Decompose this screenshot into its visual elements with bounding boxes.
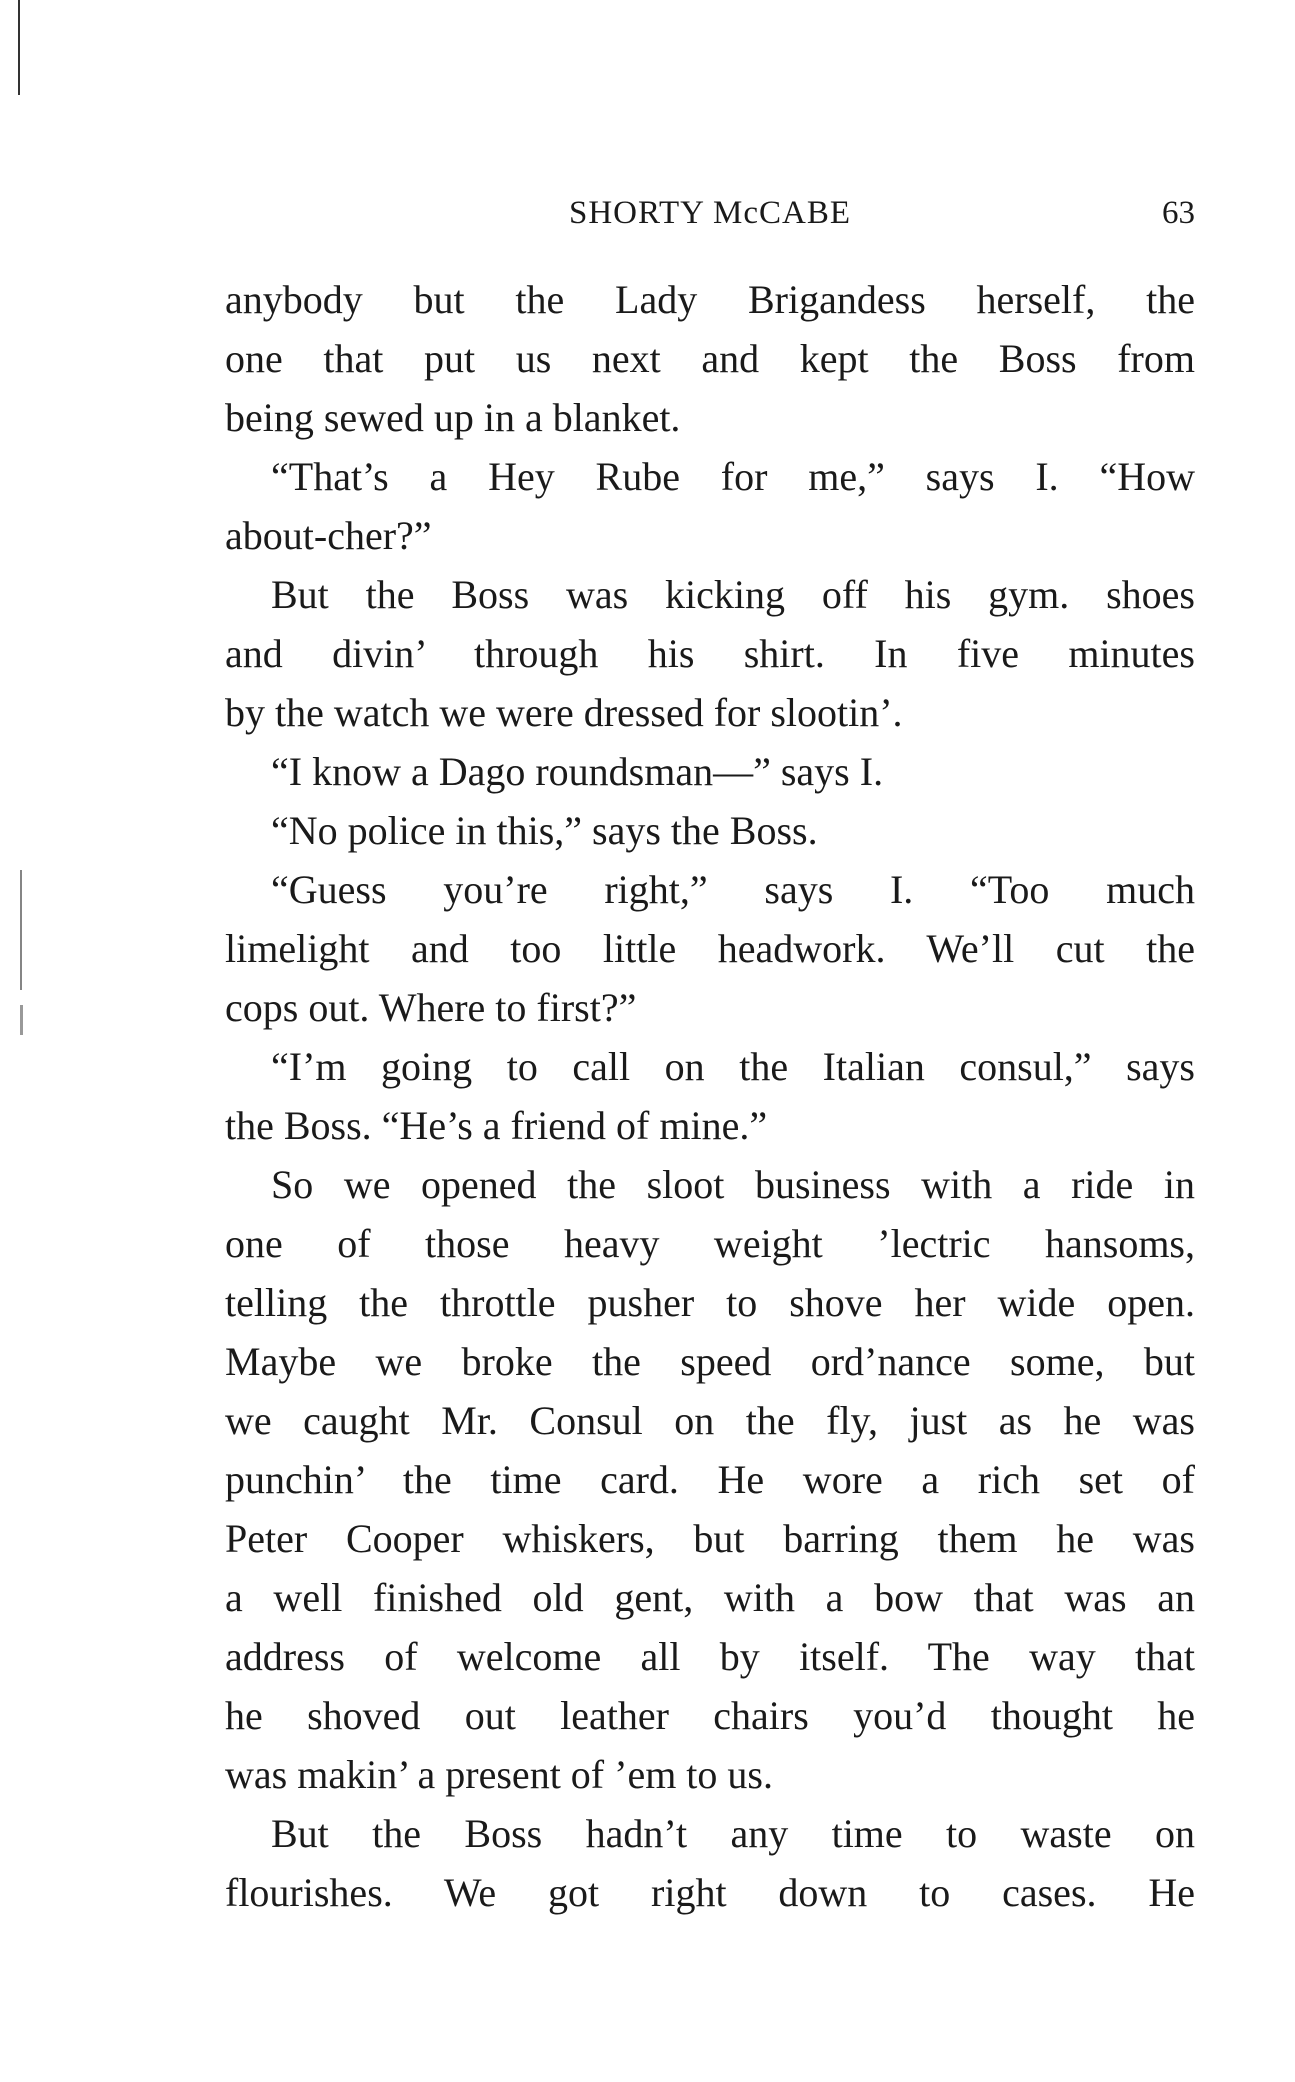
- text-line: limelight and too little headwork. We’ll cut the: [225, 926, 1195, 971]
- running-head: [225, 188, 1195, 238]
- scan-mark: [20, 870, 22, 990]
- text-line: So we opened the sloot business with a ride in: [271, 1162, 1195, 1207]
- text-line: But the Boss hadn’t any time to waste on: [271, 1811, 1195, 1856]
- text-line: about-cher?”: [225, 513, 432, 558]
- text-line: “I know a Dago roundsman—” says I.: [271, 749, 884, 794]
- text-line: a well finished old gent, with a bow that was an: [225, 1575, 1195, 1620]
- text-line: one of those heavy weight ’lectric hansoms,: [225, 1221, 1195, 1266]
- text-line: “No police in this,” says the Boss.: [271, 808, 818, 853]
- running-title: SHORTY McCABE: [568, 195, 852, 231]
- text-line: by the watch we were dressed for slootin’.: [225, 690, 903, 735]
- text-line: telling the throttle pusher to shove her wide open.: [225, 1280, 1195, 1325]
- text-line: being sewed up in a blanket.: [225, 395, 681, 440]
- text-line: was makin’ a present of ’em to us.: [225, 1752, 773, 1797]
- text-line: Maybe we broke the speed ord’nance some, but: [225, 1339, 1195, 1384]
- text-line: punchin’ the time card. He wore a rich set of: [225, 1457, 1195, 1502]
- text-line: address of welcome all by itself. The way that: [225, 1634, 1195, 1679]
- text-line: anybody but the Lady Brigandess herself, the: [225, 277, 1195, 322]
- text-line: “That’s a Hey Rube for me,” says I. “How: [271, 454, 1195, 499]
- text-line: “Guess you’re right,” says I. “Too much: [271, 867, 1195, 912]
- text-line: the Boss. “He’s a friend of mine.”: [225, 1103, 768, 1148]
- scan-mark: [18, 0, 20, 95]
- page-number: 63: [1162, 195, 1195, 231]
- text-line: flourishes. We got right down to cases. He: [225, 1870, 1195, 1915]
- text-line: we caught Mr. Consul on the fly, just as he was: [225, 1398, 1195, 1443]
- body-text: [225, 270, 1195, 1922]
- scan-mark: [20, 1005, 23, 1035]
- text-line: he shoved out leather chairs you’d thought he: [225, 1693, 1195, 1738]
- text-line: cops out. Where to first?”: [225, 985, 637, 1030]
- text-line: Peter Cooper whiskers, but barring them he was: [225, 1516, 1195, 1561]
- text-line: and divin’ through his shirt. In five minutes: [225, 631, 1195, 676]
- text-line: But the Boss was kicking off his gym. shoes: [271, 572, 1195, 617]
- text-line: one that put us next and kept the Boss from: [225, 336, 1195, 381]
- text-line: “I’m going to call on the Italian consul,” says: [271, 1044, 1195, 1089]
